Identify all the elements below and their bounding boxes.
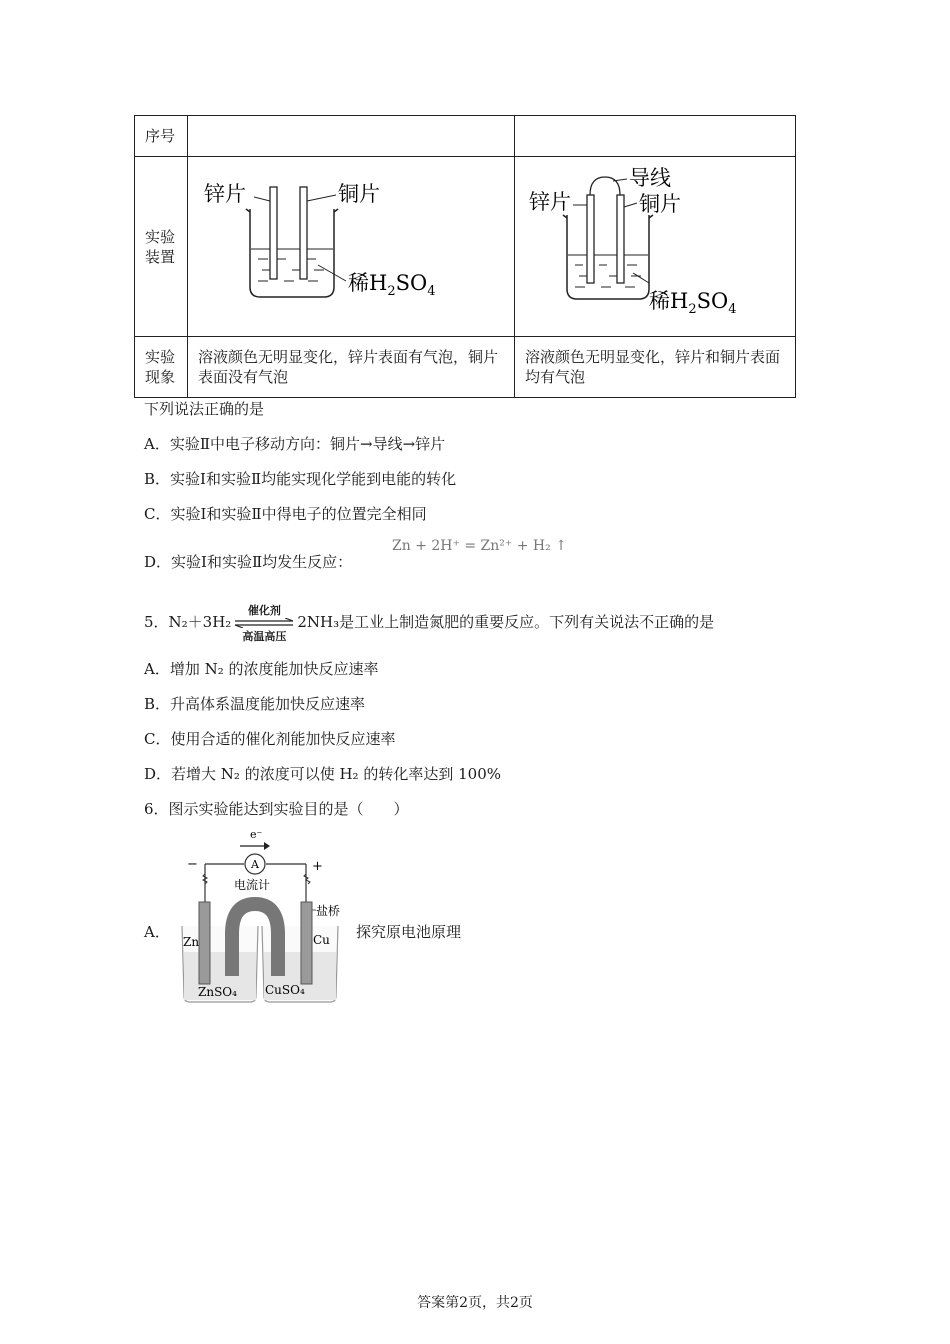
phenomenon-label: 实验 现象 (135, 337, 188, 398)
exp1-phenomenon: 溶液颜色无明显变化，锌片表面有气泡，铜片表面没有气泡 (188, 337, 515, 398)
q5-number: 5． (144, 613, 169, 631)
exp1-beaker-diagram (188, 157, 513, 331)
exp1-acid-label: 稀$H_2SO_4$ (348, 271, 436, 299)
table-row-header (135, 116, 796, 157)
arrow-right-icon (264, 842, 270, 850)
q5-catalyst: 催化剂 (247, 604, 281, 617)
minus-label: − (187, 857, 198, 872)
electron-label: e⁻ (250, 828, 263, 841)
exp1-copper-label: 铜片 (338, 182, 380, 206)
experiment-table (134, 115, 796, 398)
header-col2 (515, 116, 796, 157)
exp2-wire-label: 导线 (629, 166, 671, 190)
exp2-zinc-label: 锌片 (529, 190, 571, 214)
q6-option-a-text: 探究原电池原理 (356, 923, 462, 941)
zinc-electrode (199, 902, 210, 984)
znso4-label: ZnSO₄ (198, 985, 237, 999)
cuso4-label: CuSO₄ (265, 983, 305, 997)
q5-option-c: C．使用合适的催化剂能加快反应速率 (144, 730, 396, 748)
q4-stem: 下列说法正确的是 (144, 400, 265, 418)
q6-stem: 6．图示实验能达到实验目的是（ ） (144, 800, 409, 818)
table-row-phenomenon (135, 337, 796, 398)
q5-equilibrium-arrow (233, 604, 295, 643)
copper-strip (300, 187, 307, 279)
q5-product: 2NH₃ (297, 613, 340, 631)
wire (590, 177, 620, 195)
page-footer: 答案第2页，共2页 (417, 1295, 533, 1311)
meter-label: 电流计 (234, 878, 271, 892)
galvanic-cell-diagram (170, 826, 340, 1008)
cu-label: Cu (313, 933, 330, 947)
zn-label: Zn (183, 935, 200, 949)
q5-reactants: N₂＋3H₂ (168, 613, 232, 631)
q4-option-c: C．实验Ⅰ和实验Ⅱ中得电子的位置完全相同 (144, 505, 427, 523)
zinc-strip (587, 195, 594, 283)
plus-label: + (312, 859, 323, 874)
q5-option-d: D．若增大 N₂ 的浓度可以使 H₂ 的转化率达到 100% (144, 765, 501, 783)
exp2-copper-label: 铜片 (639, 192, 681, 216)
exp2-acid-label: 稀$H_2SO_4$ (649, 289, 737, 317)
q4-option-a: A．实验Ⅱ中电子移动方向：铜片→导线→锌片 (144, 435, 446, 453)
table-row-apparatus (135, 157, 796, 337)
q5-conditions: 高温高压 (242, 630, 287, 643)
copper-strip (617, 195, 624, 283)
q5-stem (144, 604, 715, 643)
q4-option-b: B．实验Ⅰ和实验Ⅱ均能实现化学能到电能的转化 (144, 470, 457, 488)
q5-option-a: A．增加 N₂ 的浓度能加快反应速率 (144, 660, 379, 678)
exp2-beaker-diagram (515, 157, 794, 331)
exp2-phenomenon: 溶液颜色无明显变化，锌片和铜片表面均有气泡 (515, 337, 796, 398)
apparatus-label: 实验 装置 (135, 157, 188, 337)
copper-electrode (301, 902, 312, 984)
ammeter-label: A (251, 858, 259, 871)
exp2-figure-cell (515, 157, 796, 337)
q5-text: 是工业上制造氮肥的重要反应。下列有关说法不正确的是 (339, 613, 715, 631)
q6-option-a-label: A． (144, 923, 170, 941)
salt-bridge-label: 盐桥 (316, 904, 340, 918)
q5-option-b: B．升高体系温度能加快反应速率 (144, 695, 366, 713)
exp1-figure-cell (188, 157, 515, 337)
q4-equation: Zn + 2H⁺ = Zn²⁺ + H₂ ↑ (392, 538, 567, 554)
header-col1 (188, 116, 515, 157)
zinc-strip (270, 187, 277, 279)
exp1-zinc-label: 锌片 (204, 182, 246, 206)
header-label: 序号 (135, 116, 188, 157)
q4-option-d: D．实验Ⅰ和实验Ⅱ均发生反应： (144, 553, 353, 571)
